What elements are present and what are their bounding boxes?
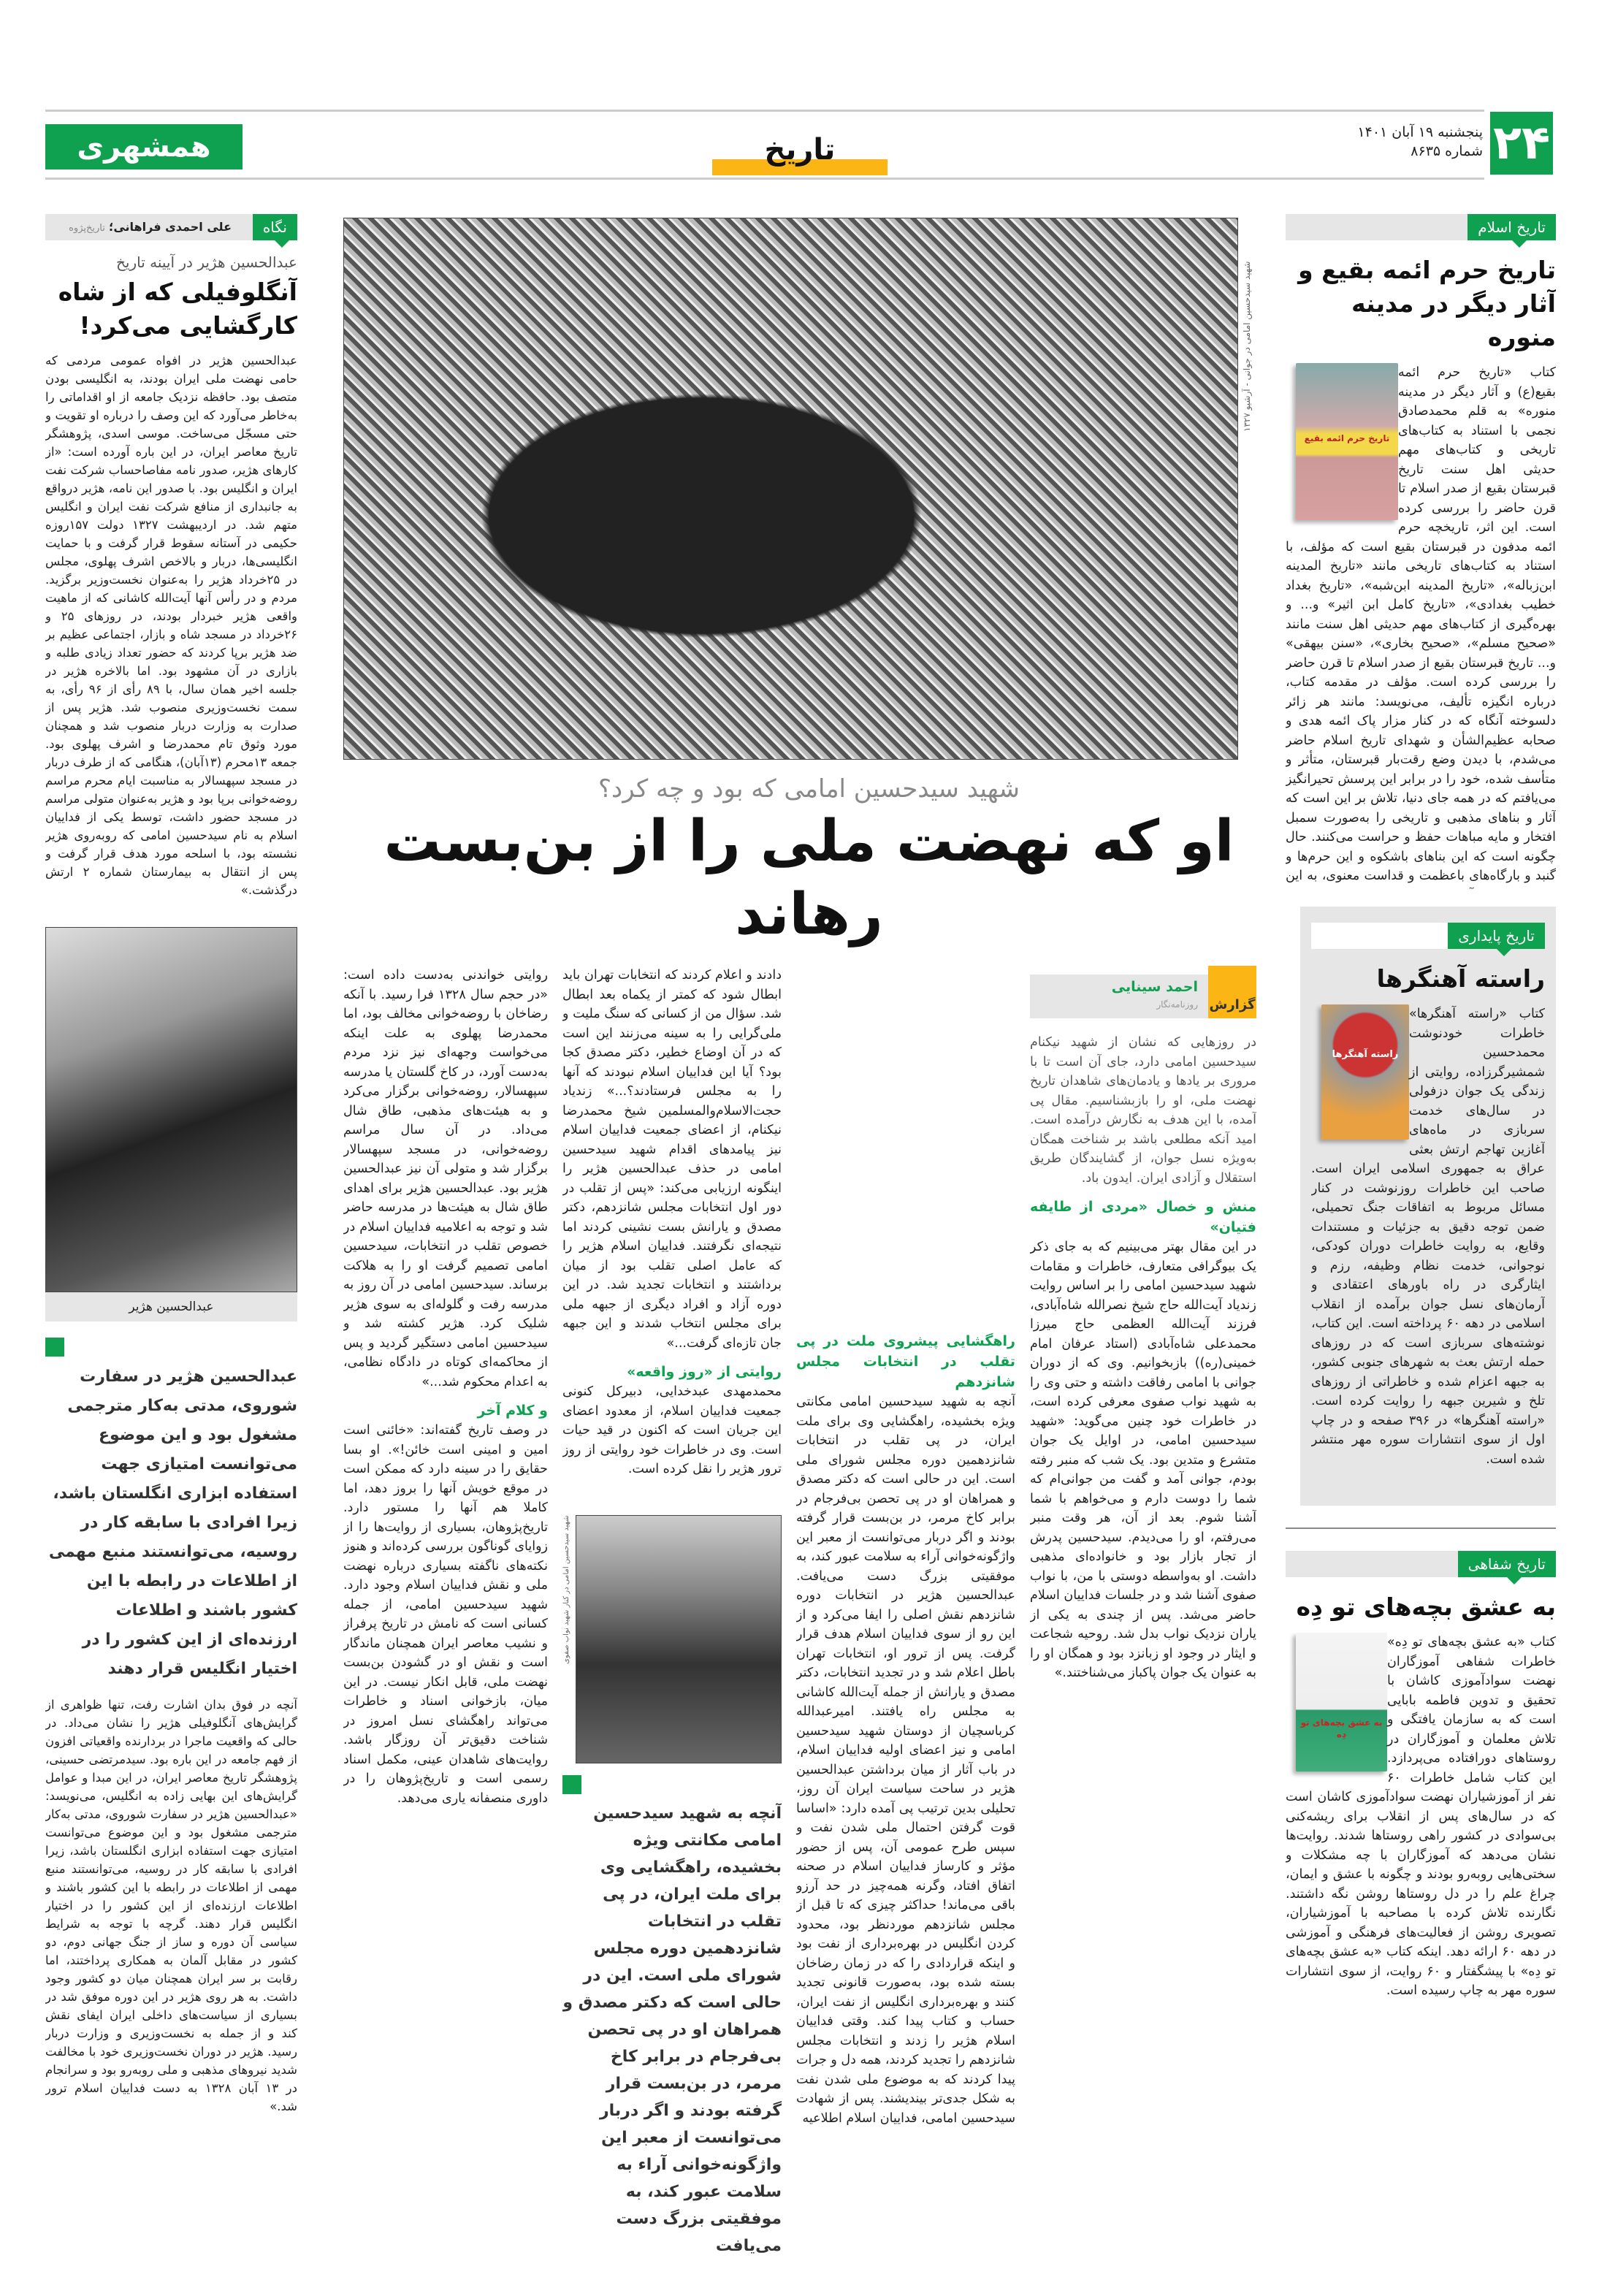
main-text-2: آنچه به شهید سیدحسین امامی مکانتی ویژه بخشیده، راهگشایی وی برای ملت ایران، در پی تقلب در انتخابات شانزدهمین دوره مجلس شورای ملی است. این در حالی است که دکتر مصدق و همراهان او در پی تحصن بی‌فرجام در برابر کاخ مرمر، در بن‌بست قرار گرفته بودند و اگر دربار می‌توانست از معبر این واژگونه‌خوانی آراء به سلامت عبور کند، به موفقیتی بزرگ دست می‌یافت. عبدالحسین هژیر در انتخابات دوره شانزدهم نقش اصلی را ایفا می‌کرد و از این رو از سوی فداییان اسلام هدف قرار گرفت. پس از ترور او، انتخابات تهران باطل اعلام شد و در تجدید انتخابات، دکتر مصدق و یارانش از جمله آیت‌الله کاشانی به مجلس راه یافتند. امیرعبدالله کرباسچیان از دوستان شهید سیدحسین امامی و نیز اعضای اولیه فداییان اسلام، در باب آثار از میان برداشتن عبدالحسین هژیر در ساحت سیاست ایران آن روز، تحلیلی بدین ترتیب پی آمده دارد: «اساسا قوت گرفتن احتمال ملی شدن نفت و سپس طرح عمومی آن، پس از حضور مؤثر و کارساز فداییان اسلام در صحنه اتفاق افتاد، وگرنه همه‌چیز در حد آرزو باقی می‌ماند! حداکثر چیزی که تا قبل از مجلس شانزدهم موردنظر بود، محدود کردن انگلیس در بهره‌برداری از نفت بود و اینکه قراردادی را که در زمان رضاخان بسته شده بود، به‌صورت قانونی تجدید کنند و بهره‌برداری انگلیس از نفت ایران، حساب و کتاب پیدا کند. وقتی فداییان اسلام هژیر را زدند و انتخابات مجلس شانزدهم را تجدید کردند، همه دل و جرات پیدا کردند که به موضوع ملی شدن نفت به شکل جدی‌تر بیندیشند. پس از شهادت سیدحسین امامی، فداییان اسلام اطلاعیه [796,1395,1015,2126]
portrait-photo-hazhir [45,927,297,1292]
main-column-1 [1030,966,1256,2259]
green-square-marker [45,1338,64,1357]
main-text-3: دادند و اعلام کردند که انتخابات تهران باید ابطال شود که کمتر از یکماه بعد ابطال شد. سؤال من از کسانی که سنگ ملیت و ملی‌گرایی را به سینه می‌زنند این است که در آن اوضاع خطیر، دکتر مصدق کجا بود؟ آیا این فداییان اسلام نبودند که آنها را به مجلس فرستادند؟...» زندیاد حجت‌الاسلام‌والمسلمین شیخ محمدرضا نیکنام، از اعضای جمعیت فداییان اسلام نیز پیامدهای اقدام شهید سیدحسین امامی در حذف عبدالحسین هژیر را اینگونه ارزیابی می‌کند: «پس از تقلب در دور اول انتخابات مجلس شانزدهم، دکتر مصدق و یارانش بست نشینی کردند اما نتیجه‌ای نگرفتند. فداییان اسلام هژیر را که عامل اصلی تقلب بود از میان برداشتند و انتخابات تجدید شد. در این دوره آزاد و افراد دیگری از جبهه ملی برای مجلس انتخاب شدند و این جبهه جان تازه‌ای گرفت...» [562,968,782,1351]
main-text-3b: محمدمهدی عبدخدایی، دبیرکل کنونی جمعیت فداییان اسلام، از معدود اعضای این جریان است که اکنون در قید حیات است. وی در خاطرات خود روایتی از روز ترور هژیر را نقل کرده است. [562,1384,782,1476]
article-body-toudeh [1286,1633,1556,2259]
book-cover-baqi [1296,363,1398,520]
main-photo-caption: شهید سیدحسین امامی در جوانی - آرشیو ۱۳۲۷ [1242,262,1252,432]
main-column-2 [796,966,1015,2259]
tag-oral-history: تاریخ شفاهی [1458,1551,1556,1577]
inner-photo-caption: شهید سیدحسین امامی در کنار شهید نواب صفوی [562,1515,570,1664]
main-column-4 [343,966,548,2259]
book-cover-title: به عشق بچه‌های تو دِه [1300,1717,1383,1739]
section-title: تاریخ [764,133,836,167]
tag-view: نگاه [253,214,297,240]
photo-caption-hazhir: عبدالحسین هژیر [45,1292,297,1321]
main-text-4b: در وصف تاریخ گفته‌اند: «خائنی است امین و امینی است خائن!». او بسا حقایق را در سینه دارد که ممکن است در موقع خویش آنها را بروز دهد، اما کاملا هم آنها را مستور دارد. تاریخ‌پژوهان، بسیاری از روایت‌ها را از زوایای گوناگون بررسی کرده‌اند و هنوز نکته‌های ناگفته بسیاری درباره نهضت ملی و نقش فداییان اسلام وجود دارد. شهید سیدحسین امامی، از جمله کسانی است که نامش در تاریخ پرفراز و نشیب معاصر ایران همچنان ماندگار است و نقش او در گشودن بن‌بست نهضت ملی، قابل انکار نیست. در این میان، بازخوانی اسناد و خاطرات می‌تواند راهگشای نسل امروز در شناخت دقیق‌تر آن روزگار باشد. روایت‌های شاهدان عینی، مکمل اسناد رسمی است و تاریخ‌پژوهان را در داوری منصفانه یاری می‌دهد. [343,1423,548,1806]
byline-role: روزنامه‌نگار [1156,999,1198,1010]
tag-resistance-history: تاریخ پایداری [1448,923,1545,949]
author-name: علی احمدی فراهانی؛ [108,220,232,234]
article-title-baqi: تاریخ حرم ائمه بقیع و آثار دیگر در مدینه منوره [1298,256,1556,351]
article-text: کتاب «به عشق بچه‌های تو دِه» خاطرات شفاهی آموزگاران نهضت سوادآموزی کاشان با تحقیق و تدوین فاطمه بابایی است که به سازمان یافتگی و تلاش معلمان و آموزگاران در روستاهای دورافتاده می‌پردازد. این کتاب شامل خاطرات ۶۰ نفر از آموزشیاران نهضت سوادآموزی کاشان است که در سال‌های پس از انقلاب برای ریشه‌کنی بی‌سوادی در کشور راهی روستاها شدند. روایت‌ها نشان می‌دهد که آموزگاران با چه مشکلات و سختی‌هایی روبه‌رو بودند و چگونه با عشق و ایمان، چراغ علم را در دل روستاها روشن نگه داشتند. نگارنده تلاش کرده با مصاحبه با آموزشیاران، تصویری روشن از فعالیت‌های فرهنگی و آموزشی در دهه ۶۰ ارائه دهد. اینکه کتاب «به عشق بچه‌های تو دِه» با پیشگفتار و ۶۰ روایت، از سوی انتشارات سوره مهر به چاپ رسیده است. [1286,1635,1556,1998]
pullquote-hazhir: عبدالحسین هژیر در سفارت شوروی، مدتی به‌کار مترجمی مشغول بود و این موضوع می‌توانست امتیازی جهت استفاده ابزاری انگلستان باشد، زیرا افرادی با سابقه کار در روسیه، می‌توانستند منبع مهمی از اطلاعات در رابطه با این کشور باشند و اطلاعات ارزنده‌ای از این کشور را در اختیار انگلیس قرار دهند [48,1368,297,1678]
pullquote-main: آنچه به شهید سیدحسین امامی مکانتی ویژه بخشیده، راهگشایی وی برای ملت ایران، در پی تقلب در انتخابات شانزدهمین دوره مجلس شورای ملی است. این در حالی است که دکتر مصدق و همراهان او در پی تحصن بی‌فرجام در برابر کاخ مرمر، در بن‌بست قرار گرفته بودند و اگر دربار می‌توانست از معبر این واژگونه‌خوانی آراء به سلامت عبور کند، به موفقیتی بزرگ دست می‌یافت [562,1804,782,2255]
inner-photo-wrap [562,1515,782,1763]
page-number: ۲۴ [1490,112,1553,175]
main-text-4: روایتی خواندنی به‌دست داده است: «در حجم سال ۱۳۲۸ فرا رسید. با آنکه رضاخان با روضه‌خوانی مخالف بود، اما محمدرضا پهلوی به علت اینکه می‌خواست وجهه‌ای نیز نزد مردم به‌دست آورد، در کاخ گلستان یا مدرسه سپهسالار، روضه‌خوانی برگزار می‌کرد و به هیئت‌های مذهبی، طاق شال می‌داد. در آن سال مراسم روضه‌خوانی، در مسجد سپهسالار برگزار شد و متولی آن نیز عبدالحسین هژیر بود. عبدالحسین هژیر برای اهدای طاق شال به هیئت‌ها در مدرسه حاضر شد و توجه به اعلامیه فداییان اسلام در خصوص تقلب در انتخابات، سیدحسین امامی تصمیم گرفت او را به هلاکت برساند. سیدحسین امامی در آن روز به مدرسه رفت و گلوله‌ای به سوی هژیر شلیک کرد. هژیر کشته شد و سیدحسین امامی دستگیر گردید و پس از محاکمه‌ای کوتاه در دادگاه نظامی، به اعدام محکوم شد...» [343,968,548,1389]
article-body-baqi [1286,363,1556,889]
subhead-4: و کلام آخر [477,1403,548,1419]
author-line [69,220,232,234]
subhead-2: راهگشایی پیشروی ملت در پی تقلب در انتخابات مجلس شانزدهم [796,1333,1015,1390]
top-rule [45,110,1484,112]
main-article [343,218,1256,2259]
kicker-hazhir: عبدالحسین هژیر در آیینه تاریخ [115,253,297,271]
article-title-rasteh: راسته آهنگرها [1376,964,1545,993]
right-column [1286,214,1556,2259]
book-cover-rasteh [1321,1004,1409,1140]
main-headline: او که نهضت ملی را از بن‌بست رهاند [383,809,1234,947]
main-column-3-text [562,966,782,1505]
left-column [45,214,297,2259]
main-photo-emami [343,218,1238,760]
book-cover-toudeh [1296,1633,1387,1771]
main-kicker: شهید سیدحسین امامی که بود و چه کرد؟ [598,774,1020,804]
article-body-hazhir-2: آنچه در فوق بدان اشارت رفت، تنها ظواهری از گرایش‌های آنگلوفیلی هژیر را نشان می‌داد. در حالی که واقعیت ماجرا در بردارنده واقعیاتی افزون از فهم جامعه در این باره بود. سیدمرتضی حسینی، پژوهشگر تاریخ معاصر ایران، در این مبدا و عوامل گرایش‌های این بهایی زاده به انگلیس، می‌نویسد: «عبدالحسین هژیر در سفارت شوروی، مدتی به‌کار مترجمی مشغول بود و این موضوع می‌توانست امتیازی جهت استفاده ابزاری انگلستان باشد، زیرا افرادی با سابقه کار در روسیه، می‌توانستند منبع مهمی از اطلاعات در رابطه با این کشور باشند و اطلاعات ارزنده‌ای از این کشور را در اختیار انگلیس قرار دهند. گرچه با توجه به شرایط سیاسی آن دوره و ساز از جنگ جهانی دوم، دو کشور در مقابل آلمان به همکاری پرداختند، اما رقابت بر سر ایران همچنان میان دو کشور وجود داشت. به هر روی هژیر در این دوره موفق شد در بسیاری از سیاست‌های داخلی ایران ایفای نقش کند و از جمله به نخست‌وزیری و وزارت دربار رسید. هژیر در دوران نخست‌وزیری خود با مخالفت شدید نیروهای مذهبی و ملی روبه‌رو بود و سرانجام در ۱۳ آبان ۱۳۲۸ به دست فداییان اسلام ترور شد.» [45,1698,297,2113]
divider [1286,1528,1556,1529]
main-photo-wrap [343,218,1256,760]
article-body-hazhir-1: عبدالحسین هژیر در افواه عمومی مردمی که حامی نهضت ملی ایران بودند، به انگلیسی بودن متصف بود. حافظه نزدیک جامعه از او اقداماتی را به‌خاطر می‌آورد که این وصف را درباره او تقویت و حتی مسجّل می‌ساخت. موسی اسدی، پژوهشگر تاریخ معاصر ایران، در این باره آورده است: «از کارهای هژیر، صدور نامه مفاصاحساب شرکت نفت ایران و انگلیس بود. با صدور این نامه، هژیر درواقع به جانبداری از منافع شرکت نفت ایران و انگلیس متهم شد. در اردیبهشت ۱۳۲۷ دولت ۱۵۷روزه حکیمی در آستانه سقوط قرار گرفت و با حمایت انگلیسی‌ها، دربار و بالاخص اشرف پهلوی، مجلس در ۲۵خرداد هژیر را به‌عنوان نخست‌وزیر برگزید. مردم و در رأس آنها آیت‌الله کاشانی که از ماهیت واقعی هژیر خبردار بودند، در روزهای ۲۵ و ۲۶خرداد در مسجد شاه و بازار، اجتماعی عظیم بر ضد هژیر برپا کردند که حضور تعداد زیادی طلبه و بازاری در آن مشهود بود. اما بالاخره هژیر در جلسه اخیر همان سال، با ۸۹ رأی از ۹۶ رأی، به سمت نخست‌وزیری منصوب شد. هژیر پس از صدارت به وزارت دربار منصوب شد و همچنان مورد وثوق تام محمدرضا و اشرف پهلوی بود. جمعه ۱۳محرم (۱۳آبان)، هنگامی که از طرف دربار در مسجد سپهسالار به مناسبت ایام محرم مراسم روضه‌خوانی برپا بود و هژیر به‌عنوان متولی مراسم در مسجد حضور داشت، توسط یکی از فداییان اسلام به نام سیدحسین امامی که روبه‌روی هژیر نشسته بود، با اسلحه مورد هدف قرار گرفت و پس از انتقال به بیمارستان شماره ۲ ارتش درگذشت.» [45,354,297,897]
issue-number: شماره ۸۶۳۵ [1411,143,1483,159]
byline-label: گزارش [1208,966,1256,1018]
author-role: تاریخ‌پژوه [69,223,105,234]
book-cover-title: تاریخ حرم ائمه بقیع [1304,433,1390,443]
section-header [712,131,888,175]
article-title-hazhir: آنگلوفیلی که از شاه کارگشایی می‌کرد! [58,278,297,340]
article-title-toudeh: به عشق بچه‌های تو دِه [1296,1593,1556,1621]
tag-bar-islam [1286,214,1556,240]
green-square-marker [562,1775,581,1794]
tag-islam-history: تاریخ اسلام [1467,214,1556,240]
main-intro: در روزهایی که نشان از شهید نیکنام سیدحسین امامی دارد، جای آن است تا با مروری بر یادها و یادمان‌های شاهدان تاریخ نهضت ملی، او را بازبشناسیم. مقال پی آمده، با این هدف به نگارش درآمده است. امید آنکه مطلعی باشد بر شناخت همگان به‌ویژه نسل جوان، از گشایندگان طریق استقلال و آزادی ایران. ایدون باد. [1030,1035,1256,1186]
article-text: کتاب «تاریخ حرم ائمه بقیع(ع) و آثار دیگر در مدینه منوره» به قلم محمدصادق نجمی با استناد به کتاب‌های تاریخی و کتاب‌های مهم حدیثی اهل سنت تاریخ قبرستان بقیع از صدر اسلام تا قرن حاضر را بررسی کرده است. این اثر، تاریخچه حرم ائمه مدفون در قبرستان بقیع است که مؤلف، با استناد به کتاب‌های تاریخی مانند «تاریخ المدینه ابن‌زباله»، «تاریخ المدینه ابن‌شبه»، «تاریخ بغداد خطیب بغدادی»، «تاریخ کامل ابن اثیر» و... و بهره‌گیری از کتاب‌های مهم حدیثی اهل سنت مانند «صحیح مسلم»، «صحیح بخاری»، «سنن بیهقی» و... تاریخ قبرستان بقیع از صدر اسلام تا قرن حاضر را بررسی کرده است. مؤلف در مقدمه کتاب، درباره انگیزه تألیف، می‌نویسد: مانند هر زائر دلسوخته آنگاه که در کنار مزار پاک ائمه هدی و صحابه عظیم‌الشأن و شهدای تاریخ اسلام حاضر می‌شدم، با دیدن وضع رقت‌بار قبرستان، متأثر و متأسف شده، خود را در برابر این پرسش تحیرانگیز می‌یافتم که در همه جای دنیا، تلاش بر این است که آثار و بناهای مذهبی و تاریخی را به‌صورت سمبل افتخار و مایه مباهات حفظ و حراست می‌کنند. حال چگونه است که این بناهای باشکوه و این حرم‌ها و گنبد و بارگاه‌های باعظمت و قداست معنوی، به این [1286,365,1556,883]
tag-bar-view [45,214,297,240]
box-resistance [1300,907,1556,1506]
article-body-rasteh [1311,1004,1545,1495]
newspaper-logo: همشهری [45,124,243,169]
main-columns [343,966,1256,2259]
main-column-3 [562,966,782,2259]
issue-date: پنجشنبه ۱۹ آبان ۱۴۰۱ [1357,124,1483,140]
inner-photo-fadaiyan [576,1515,782,1763]
byline [1030,975,1256,1018]
tag-bar-resistance [1311,923,1545,949]
subhead-1: منش و خصال «مردی از طایفه فتیان» [1030,1199,1256,1235]
book-cover-title: راسته آهنگرها [1332,1049,1399,1060]
tag-bar-oral [1286,1551,1556,1577]
header-rule [45,178,1484,180]
main-text-1: در این مقال بهتر می‌بینیم که به جای ذکر یک بیوگرافی متعارف، خاطرات و مقامات شهید سیدحسین امامی را بر اساس روایت زندیاد آیت‌الله حاج شیخ نصرالله شاه‌آبادی، فرزند آیت‌الله العظمی حاج میرزا محمدعلی شاه‌آبادی (استاد عرفان امام خمینی(ره)) بازبخوانیم. وی که از دوران جوانی با امامی رفاقت داشته و حتی وی را به شهید نواب صفوی معرفی کرده است، در خاطرات خود چنین می‌گوید: «شهید سیدحسین امامی، در اوایل یک جوان متشرع و متدین بود. یک شب که منبر رفته بودم، جوانی آمد و گفت من جوانی‌ام که شما را دوست دارم و می‌خواهم با شما آشنا شوم. بعد از آن، هر وقت منبر می‌رفتم، او را می‌دیدم. سیدحسین پدرش از تجار بازار بود و خانواده‌ای مذهبی داشت. او به‌واسطه دوستی با من، با نواب صفوی آشنا شد و در جلسات فداییان اسلام حاضر می‌شد. پس از چندی به یکی از یاران نزدیک نواب بدل شد. روحیه شجاعت و ایثار در وجود او زبانزد بود و همگان او را به عنوان یک جوان پاکباز می‌شناختند.» [1030,1240,1256,1680]
main-column-1-text [1030,1033,1256,2259]
byline-name: احمد سینایی [1111,979,1198,995]
article-text: کتاب «راسته آهنگرها» خاطرات خودنوشت محمدحسین شمشیرگرزاده، روایتی از زندگی یک جوان دزفولی در سال‌های خدمت سربازی در ماه‌های آغازین تهاجم ارتش بعثی عراق به جمهوری اسلامی ایران است. صاحب این خاطرات روزنوشت در کنار مسائل مربوط به اتفاقات جنگ تحمیلی، ضمن توجه دقیق به جزئیات و مستندات وقایع، به روایت خاطرات دوران کودکی، نوجوانی، خدمت نظام وظیفه، رزم و ایثارگری در راه باورهای اعتقادی و آرمان‌های نسل جوان برآمده از انقلاب اسلامی در دهه ۶۰ پرداخته است. این کتاب، نوشته‌های سربازی است که در روزهای حمله ارتش بعث به شهرهای جنوبی کشور، به جبهه اعزام شده و خاطراتی از روزهای تلخ و شیرین جبهه را روایت کرده است. «راسته آهنگرها» در ۳۹۶ صفحه و در چاپ اول از سوی انتشارات سوره مهر منتشر شده است. [1311,1007,1545,1467]
issue-info [1315,123,1483,161]
subhead-3: روایتی از «روز واقعه» [627,1364,782,1380]
